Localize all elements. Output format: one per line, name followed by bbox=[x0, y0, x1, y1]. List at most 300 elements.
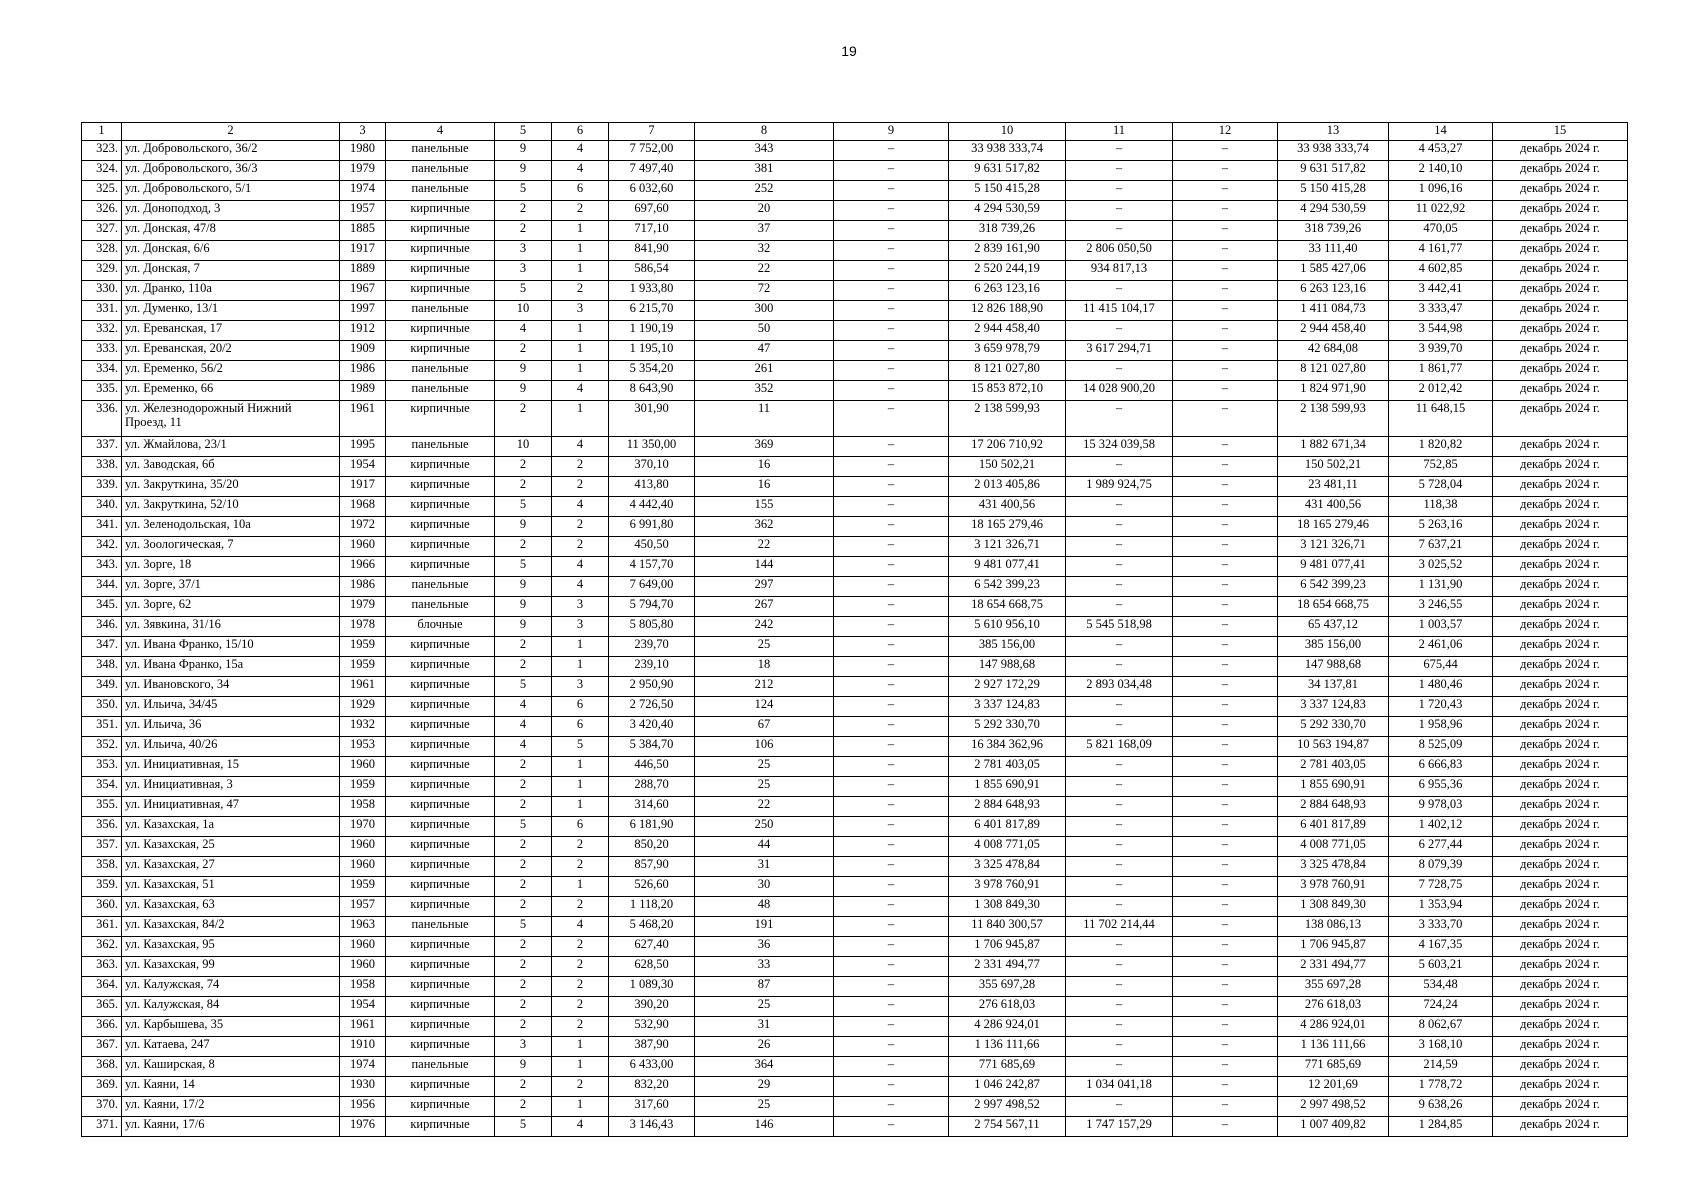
address-cell: ул. Думенко, 13/1 bbox=[122, 301, 340, 321]
wall-material-cell: кирпичные bbox=[386, 221, 495, 241]
floors-cell: 9 bbox=[495, 617, 552, 637]
col14-cell: 1 861,77 bbox=[1389, 361, 1493, 381]
wall-material-cell: кирпичные bbox=[386, 457, 495, 477]
col14-cell: 8 525,09 bbox=[1389, 737, 1493, 757]
total-cost-cell: 355 697,28 bbox=[949, 977, 1066, 997]
address-cell: ул. Зорге, 37/1 bbox=[122, 577, 340, 597]
entrances-cell: 4 bbox=[552, 917, 609, 937]
col9-cell: – bbox=[834, 757, 949, 777]
row-number: 367. bbox=[82, 1037, 122, 1057]
deadline-cell: декабрь 2024 г. bbox=[1493, 241, 1628, 261]
floors-cell: 2 bbox=[495, 1017, 552, 1037]
floors-cell: 2 bbox=[495, 341, 552, 361]
residents-cell: 267 bbox=[695, 597, 834, 617]
residents-cell: 22 bbox=[695, 537, 834, 557]
address-cell: ул. Казахская, 95 bbox=[122, 937, 340, 957]
table-row bbox=[82, 597, 1628, 617]
col9-cell: – bbox=[834, 817, 949, 837]
total-cost-cell: 2 884 648,93 bbox=[949, 797, 1066, 817]
address-cell: ул. Казахская, 99 bbox=[122, 957, 340, 977]
wall-material-cell: панельные bbox=[386, 437, 495, 457]
address-cell: ул. Казахская, 1а bbox=[122, 817, 340, 837]
deadline-cell: декабрь 2024 г. bbox=[1493, 401, 1628, 437]
year-cell: 1967 bbox=[340, 281, 386, 301]
row-number: 352. bbox=[82, 737, 122, 757]
col11-cell: 5 545 518,98 bbox=[1066, 617, 1173, 637]
floors-cell: 2 bbox=[495, 997, 552, 1017]
wall-material-cell: кирпичные bbox=[386, 341, 495, 361]
residents-cell: 31 bbox=[695, 1017, 834, 1037]
entrances-cell: 1 bbox=[552, 757, 609, 777]
row-number: 371. bbox=[82, 1117, 122, 1137]
table-row bbox=[82, 957, 1628, 977]
year-cell: 1957 bbox=[340, 201, 386, 221]
col9-cell: – bbox=[834, 657, 949, 677]
deadline-cell: декабрь 2024 г. bbox=[1493, 341, 1628, 361]
address-cell: ул. Добровольского, 36/3 bbox=[122, 161, 340, 181]
floors-cell: 2 bbox=[495, 797, 552, 817]
col9-cell: – bbox=[834, 917, 949, 937]
column-header: 5 bbox=[495, 123, 552, 141]
col9-cell: – bbox=[834, 557, 949, 577]
address-cell: ул. Казахская, 63 bbox=[122, 897, 340, 917]
deadline-cell: декабрь 2024 г. bbox=[1493, 857, 1628, 877]
wall-material-cell: кирпичные bbox=[386, 957, 495, 977]
row-number: 334. bbox=[82, 361, 122, 381]
area-cell: 387,90 bbox=[609, 1037, 695, 1057]
col14-cell: 8 062,67 bbox=[1389, 1017, 1493, 1037]
address-cell: ул. Донская, 47/8 bbox=[122, 221, 340, 241]
table-row bbox=[82, 937, 1628, 957]
col12-cell: – bbox=[1173, 181, 1278, 201]
col11-cell: – bbox=[1066, 877, 1173, 897]
table-row bbox=[82, 797, 1628, 817]
wall-material-cell: кирпичные bbox=[386, 261, 495, 281]
deadline-cell: декабрь 2024 г. bbox=[1493, 777, 1628, 797]
wall-material-cell: панельные bbox=[386, 161, 495, 181]
wall-material-cell: кирпичные bbox=[386, 977, 495, 997]
deadline-cell: декабрь 2024 г. bbox=[1493, 381, 1628, 401]
area-cell: 850,20 bbox=[609, 837, 695, 857]
residents-cell: 146 bbox=[695, 1117, 834, 1137]
col9-cell: – bbox=[834, 401, 949, 437]
col12-cell: – bbox=[1173, 857, 1278, 877]
col9-cell: – bbox=[834, 977, 949, 997]
wall-material-cell: кирпичные bbox=[386, 857, 495, 877]
col11-cell: – bbox=[1066, 497, 1173, 517]
year-cell: 1959 bbox=[340, 657, 386, 677]
col14-cell: 7 728,75 bbox=[1389, 877, 1493, 897]
col13-cell: 2 944 458,40 bbox=[1278, 321, 1389, 341]
col12-cell: – bbox=[1173, 797, 1278, 817]
deadline-cell: декабрь 2024 г. bbox=[1493, 617, 1628, 637]
col9-cell: – bbox=[834, 1097, 949, 1117]
table-row bbox=[82, 241, 1628, 261]
year-cell: 1986 bbox=[340, 361, 386, 381]
table-row bbox=[82, 381, 1628, 401]
area-cell: 6 433,00 bbox=[609, 1057, 695, 1077]
wall-material-cell: панельные bbox=[386, 597, 495, 617]
year-cell: 1970 bbox=[340, 817, 386, 837]
wall-material-cell: кирпичные bbox=[386, 401, 495, 437]
col13-cell: 9 481 077,41 bbox=[1278, 557, 1389, 577]
column-header: 1 bbox=[82, 123, 122, 141]
entrances-cell: 2 bbox=[552, 997, 609, 1017]
address-cell: ул. Ильича, 36 bbox=[122, 717, 340, 737]
col13-cell: 4 294 530,59 bbox=[1278, 201, 1389, 221]
residents-cell: 362 bbox=[695, 517, 834, 537]
col13-cell: 1 855 690,91 bbox=[1278, 777, 1389, 797]
residents-cell: 67 bbox=[695, 717, 834, 737]
column-header: 10 bbox=[949, 123, 1066, 141]
total-cost-cell: 18 165 279,46 bbox=[949, 517, 1066, 537]
residents-cell: 47 bbox=[695, 341, 834, 361]
table-row bbox=[82, 577, 1628, 597]
residents-cell: 124 bbox=[695, 697, 834, 717]
floors-cell: 2 bbox=[495, 1077, 552, 1097]
entrances-cell: 4 bbox=[552, 141, 609, 161]
total-cost-cell: 11 840 300,57 bbox=[949, 917, 1066, 937]
floors-cell: 5 bbox=[495, 557, 552, 577]
col9-cell: – bbox=[834, 1017, 949, 1037]
col9-cell: – bbox=[834, 857, 949, 877]
area-cell: 413,80 bbox=[609, 477, 695, 497]
wall-material-cell: кирпичные bbox=[386, 497, 495, 517]
floors-cell: 10 bbox=[495, 437, 552, 457]
area-cell: 11 350,00 bbox=[609, 437, 695, 457]
col9-cell: – bbox=[834, 777, 949, 797]
col14-cell: 1 131,90 bbox=[1389, 577, 1493, 597]
total-cost-cell: 4 008 771,05 bbox=[949, 837, 1066, 857]
deadline-cell: декабрь 2024 г. bbox=[1493, 537, 1628, 557]
area-cell: 717,10 bbox=[609, 221, 695, 241]
col12-cell: – bbox=[1173, 437, 1278, 457]
col14-cell: 1 778,72 bbox=[1389, 1077, 1493, 1097]
deadline-cell: декабрь 2024 г. bbox=[1493, 301, 1628, 321]
col9-cell: – bbox=[834, 181, 949, 201]
col13-cell: 4 008 771,05 bbox=[1278, 837, 1389, 857]
col14-cell: 3 025,52 bbox=[1389, 557, 1493, 577]
residents-cell: 25 bbox=[695, 997, 834, 1017]
total-cost-cell: 2 839 161,90 bbox=[949, 241, 1066, 261]
col13-cell: 12 201,69 bbox=[1278, 1077, 1389, 1097]
col12-cell: – bbox=[1173, 997, 1278, 1017]
residents-cell: 352 bbox=[695, 381, 834, 401]
col9-cell: – bbox=[834, 497, 949, 517]
col13-cell: 2 781 403,05 bbox=[1278, 757, 1389, 777]
col12-cell: – bbox=[1173, 221, 1278, 241]
col9-cell: – bbox=[834, 597, 949, 617]
col13-cell: 23 481,11 bbox=[1278, 477, 1389, 497]
area-cell: 1 190,19 bbox=[609, 321, 695, 341]
year-cell: 1974 bbox=[340, 181, 386, 201]
col9-cell: – bbox=[834, 897, 949, 917]
residents-cell: 144 bbox=[695, 557, 834, 577]
col12-cell: – bbox=[1173, 1057, 1278, 1077]
wall-material-cell: кирпичные bbox=[386, 637, 495, 657]
col12-cell: – bbox=[1173, 161, 1278, 181]
address-cell: ул. Железнодорожный Нижний Проезд, 11 bbox=[122, 401, 340, 437]
year-cell: 1959 bbox=[340, 877, 386, 897]
row-number: 357. bbox=[82, 837, 122, 857]
floors-cell: 2 bbox=[495, 657, 552, 677]
col14-cell: 7 637,21 bbox=[1389, 537, 1493, 557]
table-row bbox=[82, 261, 1628, 281]
floors-cell: 3 bbox=[495, 261, 552, 281]
residents-cell: 48 bbox=[695, 897, 834, 917]
col11-cell: – bbox=[1066, 797, 1173, 817]
deadline-cell: декабрь 2024 г. bbox=[1493, 957, 1628, 977]
col9-cell: – bbox=[834, 517, 949, 537]
wall-material-cell: кирпичные bbox=[386, 321, 495, 341]
col14-cell: 724,24 bbox=[1389, 997, 1493, 1017]
col11-cell: – bbox=[1066, 557, 1173, 577]
address-cell: ул. Ивана Франко, 15/10 bbox=[122, 637, 340, 657]
total-cost-cell: 2 520 244,19 bbox=[949, 261, 1066, 281]
total-cost-cell: 6 263 123,16 bbox=[949, 281, 1066, 301]
col9-cell: – bbox=[834, 341, 949, 361]
entrances-cell: 2 bbox=[552, 517, 609, 537]
col13-cell: 1 007 409,82 bbox=[1278, 1117, 1389, 1137]
col11-cell: – bbox=[1066, 637, 1173, 657]
row-number: 337. bbox=[82, 437, 122, 457]
entrances-cell: 2 bbox=[552, 837, 609, 857]
residents-cell: 369 bbox=[695, 437, 834, 457]
deadline-cell: декабрь 2024 г. bbox=[1493, 437, 1628, 457]
col12-cell: – bbox=[1173, 241, 1278, 261]
col11-cell: – bbox=[1066, 597, 1173, 617]
col14-cell: 4 161,77 bbox=[1389, 241, 1493, 261]
table-body bbox=[82, 141, 1628, 1137]
row-number: 333. bbox=[82, 341, 122, 361]
residents-cell: 252 bbox=[695, 181, 834, 201]
deadline-cell: декабрь 2024 г. bbox=[1493, 477, 1628, 497]
area-cell: 857,90 bbox=[609, 857, 695, 877]
table-row bbox=[82, 977, 1628, 997]
floors-cell: 5 bbox=[495, 281, 552, 301]
area-cell: 2 726,50 bbox=[609, 697, 695, 717]
wall-material-cell: кирпичные bbox=[386, 937, 495, 957]
col14-cell: 9 638,26 bbox=[1389, 1097, 1493, 1117]
area-cell: 628,50 bbox=[609, 957, 695, 977]
col12-cell: – bbox=[1173, 577, 1278, 597]
col12-cell: – bbox=[1173, 837, 1278, 857]
deadline-cell: декабрь 2024 г. bbox=[1493, 281, 1628, 301]
address-cell: ул. Казахская, 51 bbox=[122, 877, 340, 897]
year-cell: 1963 bbox=[340, 917, 386, 937]
entrances-cell: 3 bbox=[552, 617, 609, 637]
col12-cell: – bbox=[1173, 381, 1278, 401]
table-row bbox=[82, 401, 1628, 437]
wall-material-cell: панельные bbox=[386, 381, 495, 401]
col14-cell: 1 720,43 bbox=[1389, 697, 1493, 717]
col11-cell: – bbox=[1066, 777, 1173, 797]
deadline-cell: декабрь 2024 г. bbox=[1493, 657, 1628, 677]
area-cell: 5 354,20 bbox=[609, 361, 695, 381]
table-row bbox=[82, 1017, 1628, 1037]
col9-cell: – bbox=[834, 1077, 949, 1097]
col14-cell: 3 544,98 bbox=[1389, 321, 1493, 341]
year-cell: 1979 bbox=[340, 161, 386, 181]
col12-cell: – bbox=[1173, 657, 1278, 677]
col12-cell: – bbox=[1173, 1017, 1278, 1037]
wall-material-cell: панельные bbox=[386, 301, 495, 321]
col13-cell: 147 988,68 bbox=[1278, 657, 1389, 677]
total-cost-cell: 8 121 027,80 bbox=[949, 361, 1066, 381]
col13-cell: 2 138 599,93 bbox=[1278, 401, 1389, 437]
total-cost-cell: 2 944 458,40 bbox=[949, 321, 1066, 341]
total-cost-cell: 6 401 817,89 bbox=[949, 817, 1066, 837]
col9-cell: – bbox=[834, 697, 949, 717]
table-row bbox=[82, 1057, 1628, 1077]
col11-cell: – bbox=[1066, 141, 1173, 161]
col12-cell: – bbox=[1173, 937, 1278, 957]
entrances-cell: 1 bbox=[552, 1057, 609, 1077]
col13-cell: 150 502,21 bbox=[1278, 457, 1389, 477]
total-cost-cell: 2 754 567,11 bbox=[949, 1117, 1066, 1137]
deadline-cell: декабрь 2024 г. bbox=[1493, 1077, 1628, 1097]
entrances-cell: 1 bbox=[552, 361, 609, 381]
col11-cell: 1 034 041,18 bbox=[1066, 1077, 1173, 1097]
col14-cell: 11 648,15 bbox=[1389, 401, 1493, 437]
address-cell: ул. Казахская, 25 bbox=[122, 837, 340, 857]
col9-cell: – bbox=[834, 361, 949, 381]
col12-cell: – bbox=[1173, 897, 1278, 917]
col13-cell: 385 156,00 bbox=[1278, 637, 1389, 657]
floors-cell: 2 bbox=[495, 857, 552, 877]
row-number: 335. bbox=[82, 381, 122, 401]
row-number: 354. bbox=[82, 777, 122, 797]
area-cell: 7 497,40 bbox=[609, 161, 695, 181]
row-number: 347. bbox=[82, 637, 122, 657]
floors-cell: 2 bbox=[495, 201, 552, 221]
col11-cell: – bbox=[1066, 817, 1173, 837]
entrances-cell: 1 bbox=[552, 657, 609, 677]
deadline-cell: декабрь 2024 г. bbox=[1493, 1117, 1628, 1137]
col12-cell: – bbox=[1173, 817, 1278, 837]
col9-cell: – bbox=[834, 321, 949, 341]
entrances-cell: 2 bbox=[552, 977, 609, 997]
address-cell: ул. Зорге, 62 bbox=[122, 597, 340, 617]
row-number: 324. bbox=[82, 161, 122, 181]
address-cell: ул. Ереванская, 20/2 bbox=[122, 341, 340, 361]
residents-cell: 18 bbox=[695, 657, 834, 677]
area-cell: 239,70 bbox=[609, 637, 695, 657]
col12-cell: – bbox=[1173, 737, 1278, 757]
residents-cell: 72 bbox=[695, 281, 834, 301]
col9-cell: – bbox=[834, 1117, 949, 1137]
col13-cell: 1 824 971,90 bbox=[1278, 381, 1389, 401]
deadline-cell: декабрь 2024 г. bbox=[1493, 997, 1628, 1017]
total-cost-cell: 9 631 517,82 bbox=[949, 161, 1066, 181]
row-number: 336. bbox=[82, 401, 122, 437]
row-number: 346. bbox=[82, 617, 122, 637]
column-header: 3 bbox=[340, 123, 386, 141]
col12-cell: – bbox=[1173, 957, 1278, 977]
row-number: 323. bbox=[82, 141, 122, 161]
total-cost-cell: 3 337 124,83 bbox=[949, 697, 1066, 717]
year-cell: 1912 bbox=[340, 321, 386, 341]
col14-cell: 470,05 bbox=[1389, 221, 1493, 241]
col12-cell: – bbox=[1173, 401, 1278, 437]
col14-cell: 675,44 bbox=[1389, 657, 1493, 677]
address-cell: ул. Зеленодольская, 10а bbox=[122, 517, 340, 537]
wall-material-cell: панельные bbox=[386, 361, 495, 381]
address-cell: ул. Донская, 6/6 bbox=[122, 241, 340, 261]
floors-cell: 5 bbox=[495, 677, 552, 697]
col12-cell: – bbox=[1173, 717, 1278, 737]
row-number: 345. bbox=[82, 597, 122, 617]
col13-cell: 6 401 817,89 bbox=[1278, 817, 1389, 837]
residents-cell: 87 bbox=[695, 977, 834, 997]
year-cell: 1960 bbox=[340, 757, 386, 777]
area-cell: 7 752,00 bbox=[609, 141, 695, 161]
col12-cell: – bbox=[1173, 917, 1278, 937]
row-number: 329. bbox=[82, 261, 122, 281]
wall-material-cell: кирпичные bbox=[386, 557, 495, 577]
col13-cell: 3 325 478,84 bbox=[1278, 857, 1389, 877]
table-row bbox=[82, 321, 1628, 341]
residents-cell: 261 bbox=[695, 361, 834, 381]
col14-cell: 8 079,39 bbox=[1389, 857, 1493, 877]
deadline-cell: декабрь 2024 г. bbox=[1493, 517, 1628, 537]
row-number: 338. bbox=[82, 457, 122, 477]
row-number: 343. bbox=[82, 557, 122, 577]
floors-cell: 9 bbox=[495, 1057, 552, 1077]
table-row bbox=[82, 301, 1628, 321]
deadline-cell: декабрь 2024 г. bbox=[1493, 221, 1628, 241]
header-row bbox=[82, 123, 1628, 141]
total-cost-cell: 771 685,69 bbox=[949, 1057, 1066, 1077]
total-cost-cell: 12 826 188,90 bbox=[949, 301, 1066, 321]
year-cell: 1978 bbox=[340, 617, 386, 637]
floors-cell: 4 bbox=[495, 737, 552, 757]
year-cell: 1961 bbox=[340, 1017, 386, 1037]
total-cost-cell: 15 853 872,10 bbox=[949, 381, 1066, 401]
area-cell: 2 950,90 bbox=[609, 677, 695, 697]
address-cell: ул. Зоологическая, 7 bbox=[122, 537, 340, 557]
residents-cell: 191 bbox=[695, 917, 834, 937]
table-row bbox=[82, 477, 1628, 497]
col11-cell: 3 617 294,71 bbox=[1066, 341, 1173, 361]
year-cell: 1917 bbox=[340, 241, 386, 261]
total-cost-cell: 385 156,00 bbox=[949, 637, 1066, 657]
total-cost-cell: 3 659 978,79 bbox=[949, 341, 1066, 361]
address-cell: ул. Каяни, 17/2 bbox=[122, 1097, 340, 1117]
wall-material-cell: кирпичные bbox=[386, 837, 495, 857]
entrances-cell: 1 bbox=[552, 401, 609, 437]
row-number: 370. bbox=[82, 1097, 122, 1117]
total-cost-cell: 6 542 399,23 bbox=[949, 577, 1066, 597]
col14-cell: 4 602,85 bbox=[1389, 261, 1493, 281]
year-cell: 1959 bbox=[340, 637, 386, 657]
col11-cell: – bbox=[1066, 1057, 1173, 1077]
col12-cell: – bbox=[1173, 341, 1278, 361]
col13-cell: 4 286 924,01 bbox=[1278, 1017, 1389, 1037]
floors-cell: 2 bbox=[495, 957, 552, 977]
row-number: 328. bbox=[82, 241, 122, 261]
col14-cell: 214,59 bbox=[1389, 1057, 1493, 1077]
wall-material-cell: кирпичные bbox=[386, 1077, 495, 1097]
year-cell: 1968 bbox=[340, 497, 386, 517]
col13-cell: 9 631 517,82 bbox=[1278, 161, 1389, 181]
table-row bbox=[82, 677, 1628, 697]
area-cell: 450,50 bbox=[609, 537, 695, 557]
residents-cell: 29 bbox=[695, 1077, 834, 1097]
entrances-cell: 2 bbox=[552, 201, 609, 221]
area-cell: 5 805,80 bbox=[609, 617, 695, 637]
deadline-cell: декабрь 2024 г. bbox=[1493, 141, 1628, 161]
